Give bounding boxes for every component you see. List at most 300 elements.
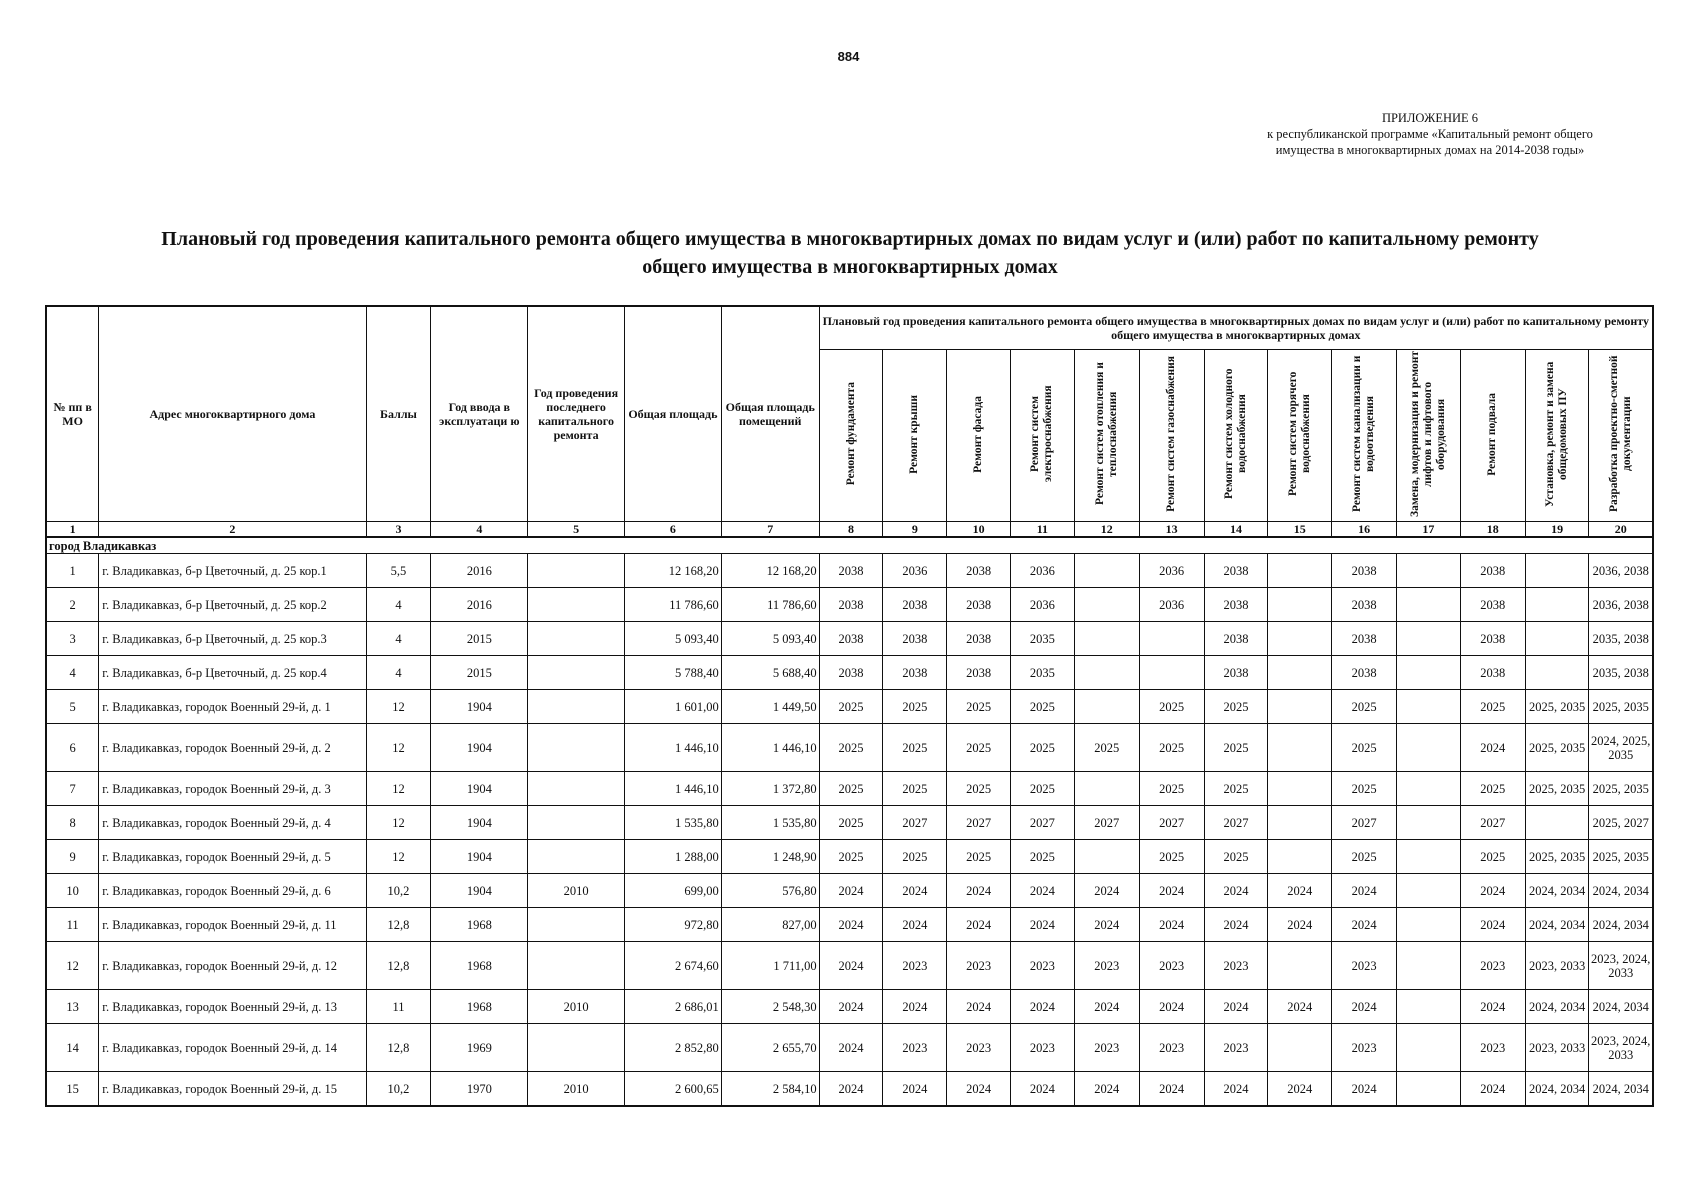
row-score: 12,8	[366, 1024, 431, 1072]
row-work-year: 2027	[1204, 806, 1268, 840]
row-area-total: 1 601,00	[625, 690, 722, 724]
column-number: 8	[819, 522, 883, 538]
row-work-year: 2025	[1139, 690, 1204, 724]
row-work-year: 2025	[1204, 724, 1268, 772]
row-work-year: 2025	[1011, 690, 1075, 724]
row-area-total: 2 600,65	[625, 1072, 722, 1107]
header-work-label: Ремонт подвала	[1486, 392, 1499, 476]
row-work-year	[1397, 840, 1461, 874]
row-work-year: 2025	[1074, 724, 1139, 772]
row-work-year: 2025	[819, 806, 883, 840]
row-work-year: 2025	[947, 772, 1011, 806]
row-area-premises: 11 786,60	[721, 588, 819, 622]
row-work-year: 2023, 2024, 2033	[1589, 1024, 1653, 1072]
row-number: 7	[46, 772, 99, 806]
row-score: 12	[366, 772, 431, 806]
row-work-year	[1268, 656, 1332, 690]
table-row	[46, 990, 1653, 1024]
row-work-year: 2025	[1011, 724, 1075, 772]
row-address: г. Владикавказ, б-р Цветочный, д. 25 кор.1	[99, 554, 366, 588]
column-number: 18	[1460, 522, 1525, 538]
row-work-year: 2023	[1332, 942, 1397, 990]
row-work-year: 2024	[1268, 990, 1332, 1024]
page-number: 884	[837, 49, 860, 64]
table-row	[46, 588, 1653, 622]
row-work-year	[1074, 554, 1139, 588]
row-work-year	[1268, 772, 1332, 806]
row-work-year: 2024	[883, 990, 947, 1024]
row-area-total: 2 686,01	[625, 990, 722, 1024]
section-label: город Владикавказ	[46, 537, 1653, 554]
column-number: 6	[625, 522, 722, 538]
header-work-label: Ремонт систем электроснабжения	[1029, 385, 1055, 483]
row-work-year: 2038	[1332, 656, 1397, 690]
row-work-year: 2024	[819, 1024, 883, 1072]
row-work-year: 2024	[1460, 1072, 1525, 1107]
row-number: 3	[46, 622, 99, 656]
table-row	[46, 806, 1653, 840]
row-work-year: 2023	[1204, 942, 1268, 990]
row-work-year: 2038	[1332, 588, 1397, 622]
row-score: 5,5	[366, 554, 431, 588]
row-work-year: 2024, 2034	[1525, 1072, 1589, 1107]
row-area-premises: 1 449,50	[721, 690, 819, 724]
row-work-year	[1074, 656, 1139, 690]
row-work-year: 2038	[947, 622, 1011, 656]
row-work-year: 2025	[883, 690, 947, 724]
row-work-year: 2023	[1460, 1024, 1525, 1072]
row-year-built: 1968	[431, 942, 528, 990]
header-score: Баллы	[366, 306, 431, 522]
table-row	[46, 840, 1653, 874]
row-number: 12	[46, 942, 99, 990]
row-work-year: 2023	[883, 1024, 947, 1072]
row-work-year: 2024	[1011, 874, 1075, 908]
header-work-label: Ремонт систем отопления и теплоснабжения	[1093, 362, 1119, 506]
row-work-year: 2038	[819, 588, 883, 622]
row-work-year: 2027	[883, 806, 947, 840]
row-work-year	[1268, 588, 1332, 622]
row-score: 4	[366, 588, 431, 622]
row-work-year	[1397, 1072, 1461, 1107]
row-work-year	[1525, 554, 1589, 588]
row-address: г. Владикавказ, городок Военный 29-й, д. 14	[99, 1024, 366, 1072]
header-work-1	[819, 350, 883, 522]
table-row	[46, 942, 1653, 990]
row-number: 2	[46, 588, 99, 622]
row-score: 12	[366, 806, 431, 840]
row-work-year: 2036, 2038	[1589, 554, 1653, 588]
row-work-year: 2024, 2034	[1525, 990, 1589, 1024]
row-work-year	[1525, 656, 1589, 690]
header-year-built: Год ввода в эксплуатаци ю	[431, 306, 528, 522]
row-work-year: 2024	[1074, 908, 1139, 942]
repair-schedule-table	[45, 305, 1654, 1107]
row-work-year: 2036	[1011, 554, 1075, 588]
row-address: г. Владикавказ, городок Военный 29-й, д. 13	[99, 990, 366, 1024]
row-year-last-repair	[528, 806, 625, 840]
row-work-year: 2025	[1204, 690, 1268, 724]
row-work-year: 2025	[819, 724, 883, 772]
row-number: 10	[46, 874, 99, 908]
row-work-year: 2027	[947, 806, 1011, 840]
column-number: 10	[947, 522, 1011, 538]
header-work-label: Установка, ремонт и замена общедомовых ПУ	[1544, 361, 1570, 507]
row-year-last-repair	[528, 942, 625, 990]
row-work-year: 2038	[883, 656, 947, 690]
row-area-premises: 2 655,70	[721, 1024, 819, 1072]
row-work-year: 2025	[947, 724, 1011, 772]
row-area-total: 1 446,10	[625, 772, 722, 806]
row-work-year: 2024	[1204, 1072, 1268, 1107]
row-work-year: 2025, 2035	[1525, 840, 1589, 874]
row-work-year: 2036	[1011, 588, 1075, 622]
row-work-year: 2025, 2035	[1525, 690, 1589, 724]
row-work-year: 2024	[883, 874, 947, 908]
table-header	[46, 306, 1653, 537]
row-work-year: 2025	[883, 772, 947, 806]
row-score: 11	[366, 990, 431, 1024]
row-work-year: 2027	[1011, 806, 1075, 840]
row-year-built: 1969	[431, 1024, 528, 1072]
row-work-year	[1397, 554, 1461, 588]
row-work-year	[1525, 622, 1589, 656]
row-year-last-repair	[528, 840, 625, 874]
row-work-year: 2024	[1460, 724, 1525, 772]
row-work-year: 2024	[1139, 908, 1204, 942]
row-address: г. Владикавказ, городок Военный 29-й, д. 5	[99, 840, 366, 874]
row-work-year: 2038	[947, 588, 1011, 622]
row-year-built: 1904	[431, 806, 528, 840]
header-work-label: Ремонт систем горячего водоснабжения	[1286, 371, 1312, 497]
row-work-year: 2038	[1332, 622, 1397, 656]
row-work-year	[1268, 806, 1332, 840]
row-work-year: 2025	[1139, 724, 1204, 772]
row-year-last-repair: 2010	[528, 990, 625, 1024]
row-work-year: 2024	[947, 908, 1011, 942]
column-number: 7	[721, 522, 819, 538]
row-work-year: 2025	[1011, 772, 1075, 806]
row-work-year	[1397, 656, 1461, 690]
row-number: 6	[46, 724, 99, 772]
row-work-year: 2023	[1332, 1024, 1397, 1072]
row-work-year: 2024	[947, 874, 1011, 908]
row-work-year	[1397, 724, 1461, 772]
header-address: Адрес многоквартирного дома	[99, 306, 366, 522]
row-work-year	[1139, 622, 1204, 656]
header-work-label: Ремонт фасада	[972, 395, 985, 473]
row-work-year: 2025	[819, 772, 883, 806]
row-work-year	[1074, 588, 1139, 622]
row-area-total: 1 535,80	[625, 806, 722, 840]
row-work-year: 2024	[1204, 908, 1268, 942]
column-number: 16	[1332, 522, 1397, 538]
header-work-7	[1204, 350, 1268, 522]
row-area-premises: 2 584,10	[721, 1072, 819, 1107]
row-work-year: 2038	[819, 656, 883, 690]
row-work-year	[1397, 622, 1461, 656]
row-work-year: 2024	[1332, 1072, 1397, 1107]
row-address: г. Владикавказ, городок Военный 29-й, д. 11	[99, 908, 366, 942]
row-work-year: 2024, 2034	[1589, 990, 1653, 1024]
row-work-year: 2024	[1204, 990, 1268, 1024]
row-score: 12	[366, 840, 431, 874]
table-body	[46, 537, 1653, 1106]
row-work-year: 2025, 2035	[1589, 840, 1653, 874]
row-year-built: 1904	[431, 840, 528, 874]
row-work-year: 2024, 2034	[1525, 908, 1589, 942]
row-number: 8	[46, 806, 99, 840]
row-score: 10,2	[366, 1072, 431, 1107]
row-work-year: 2025	[947, 840, 1011, 874]
row-work-year: 2024	[947, 1072, 1011, 1107]
row-work-year: 2038	[1460, 588, 1525, 622]
row-work-year: 2035, 2038	[1589, 656, 1653, 690]
row-address: г. Владикавказ, б-р Цветочный, д. 25 кор.4	[99, 656, 366, 690]
row-number: 9	[46, 840, 99, 874]
row-year-last-repair	[528, 908, 625, 942]
row-score: 12,8	[366, 908, 431, 942]
row-work-year: 2035	[1011, 656, 1075, 690]
row-work-year	[1397, 942, 1461, 990]
row-work-year: 2023, 2024, 2033	[1589, 942, 1653, 990]
row-area-total: 11 786,60	[625, 588, 722, 622]
row-area-total: 5 093,40	[625, 622, 722, 656]
row-work-year: 2023	[1460, 942, 1525, 990]
column-number-row	[46, 522, 1653, 538]
row-work-year	[1139, 656, 1204, 690]
row-area-premises: 1 372,80	[721, 772, 819, 806]
row-work-year: 2023	[1139, 1024, 1204, 1072]
table-row	[46, 622, 1653, 656]
row-work-year: 2024	[1074, 990, 1139, 1024]
row-work-year: 2024	[947, 990, 1011, 1024]
row-area-total: 1 446,10	[625, 724, 722, 772]
header-work-label: Ремонт фундамента	[844, 382, 857, 486]
table-row	[46, 554, 1653, 588]
row-work-year: 2038	[883, 588, 947, 622]
row-area-premises: 576,80	[721, 874, 819, 908]
row-work-year: 2023	[1204, 1024, 1268, 1072]
row-number: 1	[46, 554, 99, 588]
row-work-year	[1074, 690, 1139, 724]
table-row	[46, 1024, 1653, 1072]
row-address: г. Владикавказ, городок Военный 29-й, д. 2	[99, 724, 366, 772]
row-work-year: 2025, 2035	[1589, 690, 1653, 724]
row-work-year: 2024	[819, 942, 883, 990]
header-work-label: Ремонт систем канализации и водоотведения	[1351, 355, 1377, 513]
row-work-year: 2025	[883, 724, 947, 772]
row-area-total: 699,00	[625, 874, 722, 908]
row-work-year: 2024	[819, 1072, 883, 1107]
appendix-note	[1215, 110, 1645, 158]
row-year-built: 2015	[431, 656, 528, 690]
row-work-year	[1397, 772, 1461, 806]
column-number: 4	[431, 522, 528, 538]
row-work-year: 2024	[883, 908, 947, 942]
row-work-year	[1397, 1024, 1461, 1072]
row-work-year: 2038	[1332, 554, 1397, 588]
row-work-year: 2038	[947, 554, 1011, 588]
row-work-year: 2024, 2034	[1589, 874, 1653, 908]
header-area-total: Общая площадь	[625, 306, 722, 522]
column-number: 12	[1074, 522, 1139, 538]
row-area-premises: 827,00	[721, 908, 819, 942]
row-work-year: 2025	[1204, 772, 1268, 806]
column-number: 19	[1525, 522, 1589, 538]
table-row	[46, 772, 1653, 806]
row-work-year: 2023	[1139, 942, 1204, 990]
row-work-year: 2024	[1332, 908, 1397, 942]
row-work-year	[1268, 554, 1332, 588]
row-work-year: 2025	[1332, 724, 1397, 772]
row-year-last-repair	[528, 724, 625, 772]
row-number: 13	[46, 990, 99, 1024]
row-work-year: 2027	[1074, 806, 1139, 840]
row-work-year: 2023, 2033	[1525, 1024, 1589, 1072]
row-number: 11	[46, 908, 99, 942]
header-work-label: Ремонт систем газоснабжения	[1165, 356, 1178, 512]
table-row	[46, 1072, 1653, 1107]
row-area-premises: 1 446,10	[721, 724, 819, 772]
section-row	[46, 537, 1653, 554]
row-year-last-repair	[528, 656, 625, 690]
row-score: 12,8	[366, 942, 431, 990]
row-score: 10,2	[366, 874, 431, 908]
row-work-year: 2025	[1460, 840, 1525, 874]
header-work-label: Разработка проектно-сметной документации	[1607, 355, 1633, 513]
row-work-year	[1397, 588, 1461, 622]
appendix-line-1: ПРИЛОЖЕНИЕ 6	[1381, 111, 1479, 125]
row-work-year: 2024	[1460, 990, 1525, 1024]
row-address: г. Владикавказ, городок Военный 29-й, д. 3	[99, 772, 366, 806]
row-work-year: 2025	[819, 690, 883, 724]
header-work-label: Замена, модернизация и ремонт лифтов и лифтового оборудования	[1408, 351, 1447, 517]
header-works-group: Плановый год проведения капитального ремонта общего имущества в многоквартирных домах по видам услуг и (или) работ по капитальному ремонту общего имущества в многоквартирных домах	[819, 306, 1653, 350]
row-work-year: 2024	[1139, 1072, 1204, 1107]
row-area-premises: 2 548,30	[721, 990, 819, 1024]
row-work-year: 2024, 2034	[1589, 1072, 1653, 1107]
row-work-year: 2035	[1011, 622, 1075, 656]
row-work-year: 2024	[1139, 874, 1204, 908]
header-work-10	[1397, 350, 1461, 522]
row-work-year: 2025	[883, 840, 947, 874]
row-year-last-repair	[528, 622, 625, 656]
appendix-line-2: к республиканской программе «Капитальный ремонт общего	[1267, 127, 1593, 141]
row-work-year: 2038	[819, 554, 883, 588]
row-score: 12	[366, 690, 431, 724]
table-row	[46, 656, 1653, 690]
column-number: 17	[1397, 522, 1461, 538]
row-work-year: 2024	[1268, 874, 1332, 908]
row-work-year	[1397, 690, 1461, 724]
row-work-year: 2025	[1139, 772, 1204, 806]
table-row	[46, 724, 1653, 772]
header-work-3	[947, 350, 1011, 522]
row-work-year	[1268, 840, 1332, 874]
row-work-year: 2025	[1332, 772, 1397, 806]
table-row	[46, 690, 1653, 724]
row-work-year: 2027	[1332, 806, 1397, 840]
column-number: 11	[1011, 522, 1075, 538]
row-year-last-repair: 2010	[528, 1072, 625, 1107]
row-area-total: 5 788,40	[625, 656, 722, 690]
row-work-year: 2038	[1204, 554, 1268, 588]
header-work-6	[1139, 350, 1204, 522]
row-work-year	[1268, 1024, 1332, 1072]
row-area-premises: 1 535,80	[721, 806, 819, 840]
header-work-label: Ремонт крыши	[908, 394, 921, 474]
row-work-year: 2036	[1139, 554, 1204, 588]
row-year-built: 1904	[431, 874, 528, 908]
row-work-year: 2024	[1460, 908, 1525, 942]
row-year-built: 1968	[431, 990, 528, 1024]
row-area-premises: 5 688,40	[721, 656, 819, 690]
column-number: 9	[883, 522, 947, 538]
row-work-year: 2024	[1460, 874, 1525, 908]
row-year-last-repair	[528, 1024, 625, 1072]
header-area-premises: Общая площадь помещений	[721, 306, 819, 522]
row-score: 12	[366, 724, 431, 772]
row-work-year: 2024	[1139, 990, 1204, 1024]
row-work-year: 2024	[1074, 1072, 1139, 1107]
column-number: 15	[1268, 522, 1332, 538]
row-address: г. Владикавказ, б-р Цветочный, д. 25 кор.3	[99, 622, 366, 656]
row-work-year: 2025	[1460, 772, 1525, 806]
column-number: 3	[366, 522, 431, 538]
row-work-year: 2025	[947, 690, 1011, 724]
row-address: г. Владикавказ, городок Военный 29-й, д. 1	[99, 690, 366, 724]
header-work-4	[1011, 350, 1075, 522]
row-work-year	[1268, 942, 1332, 990]
row-address: г. Владикавказ, б-р Цветочный, д. 25 кор.2	[99, 588, 366, 622]
row-work-year: 2024	[1332, 990, 1397, 1024]
row-work-year: 2027	[1139, 806, 1204, 840]
row-year-built: 2016	[431, 554, 528, 588]
row-work-year: 2038	[1204, 656, 1268, 690]
row-work-year: 2024	[883, 1072, 947, 1107]
row-work-year: 2025	[1011, 840, 1075, 874]
row-address: г. Владикавказ, городок Военный 29-й, д. 6	[99, 874, 366, 908]
row-year-built: 1970	[431, 1072, 528, 1107]
row-work-year: 2024, 2034	[1525, 874, 1589, 908]
row-work-year	[1397, 874, 1461, 908]
row-work-year: 2025	[819, 840, 883, 874]
row-work-year: 2024	[1011, 990, 1075, 1024]
column-number: 5	[528, 522, 625, 538]
row-number: 4	[46, 656, 99, 690]
row-work-year: 2025, 2035	[1525, 724, 1589, 772]
header-work-13	[1589, 350, 1653, 522]
appendix-line-3: имущества в многоквартирных домах на 2014-2038 годы»	[1275, 143, 1585, 157]
header-num: № пп в МО	[46, 306, 99, 522]
row-work-year: 2024	[1011, 1072, 1075, 1107]
header-work-12	[1525, 350, 1589, 522]
row-work-year	[1268, 724, 1332, 772]
row-work-year: 2023	[1011, 1024, 1075, 1072]
row-work-year: 2024	[1204, 874, 1268, 908]
row-work-year: 2023	[947, 942, 1011, 990]
row-year-built: 2015	[431, 622, 528, 656]
row-work-year: 2036	[883, 554, 947, 588]
header-work-11	[1460, 350, 1525, 522]
row-year-last-repair	[528, 588, 625, 622]
row-work-year	[1525, 806, 1589, 840]
table-row	[46, 874, 1653, 908]
row-work-year	[1268, 690, 1332, 724]
row-year-built: 1904	[431, 724, 528, 772]
row-work-year	[1074, 622, 1139, 656]
